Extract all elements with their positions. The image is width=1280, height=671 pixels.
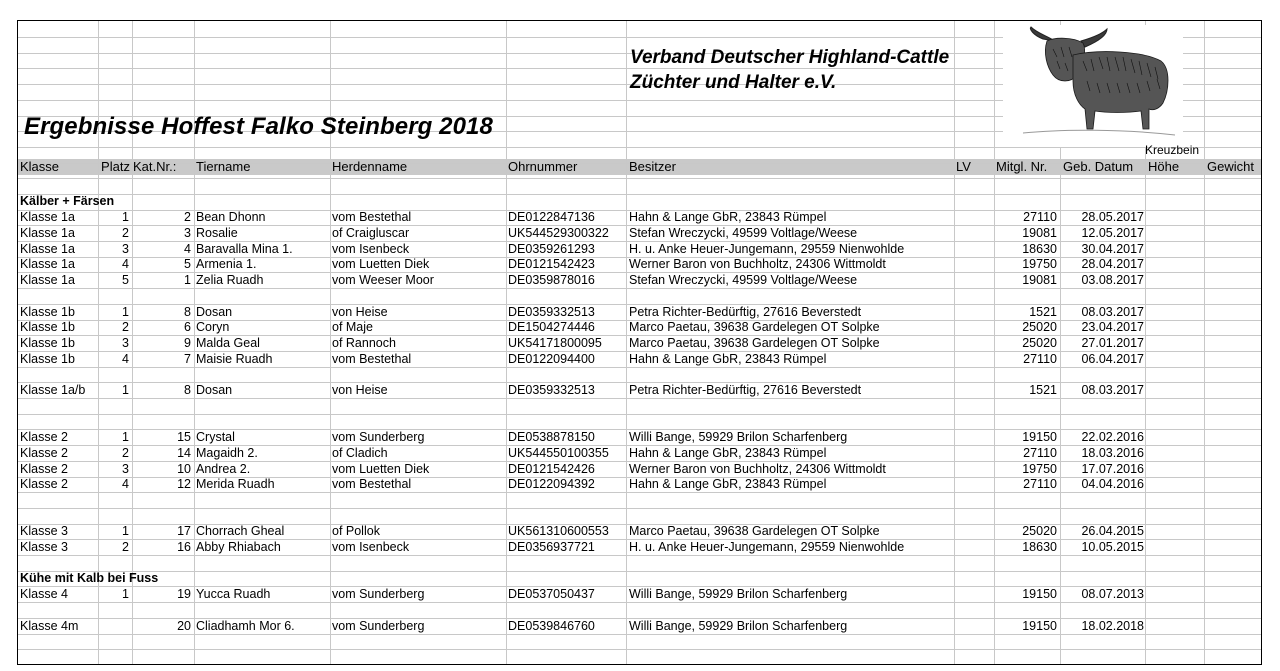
cell-lv — [956, 241, 992, 257]
cell-besitzer: Hahn & Lange GbR, 23843 Rümpel — [629, 477, 827, 491]
cell-tiername: Armenia 1. — [196, 257, 257, 271]
cell-ohrnummer: UK54171800095 — [508, 336, 602, 350]
table-row — [18, 618, 1261, 634]
cell-katnr: 14 — [177, 446, 191, 460]
cell-herdenname: vom Isenbeck — [332, 242, 410, 256]
table-row — [18, 476, 1261, 492]
cell-besitzer: Hahn & Lange GbR, 23843 Rümpel — [629, 446, 827, 460]
cell-tiername: Merida Ruadh — [196, 477, 275, 491]
grid-row-line — [18, 555, 1261, 556]
cell-klasse: Klasse 2 — [20, 430, 68, 444]
table-row — [18, 523, 1261, 539]
cell-geb: 17.07.2016 — [1081, 462, 1144, 476]
cell-katnr: 8 — [184, 383, 191, 397]
cell-mitgl: 19081 — [1022, 226, 1057, 240]
cell-ohrnummer: DE0121542423 — [508, 257, 595, 271]
cell-herdenname: vom Bestethal — [332, 210, 412, 224]
cell-klasse: Klasse 1a — [20, 257, 75, 271]
grid-row-line — [18, 414, 1261, 415]
table-row — [18, 335, 1261, 351]
col-hoehe: Höhe — [1148, 159, 1180, 174]
col-ohrnummer: Ohrnummer — [508, 159, 578, 174]
cell-tiername: Malda Geal — [196, 336, 260, 350]
grid-row-line — [18, 649, 1261, 650]
col-klasse: Klasse — [20, 159, 60, 174]
cell-klasse: Klasse 1b — [20, 305, 75, 319]
col-tiername: Tiername — [196, 159, 251, 174]
cell-platz: 1 — [122, 210, 129, 224]
cell-ohrnummer: DE0538878150 — [508, 430, 595, 444]
cell-platz: 2 — [122, 226, 129, 240]
table-row — [18, 225, 1261, 241]
cell-mitgl: 19081 — [1022, 273, 1057, 287]
cell-besitzer: Willi Bange, 59929 Brilon Scharfenberg — [629, 619, 848, 633]
cell-katnr: 2 — [184, 210, 191, 224]
cell-ohrnummer: DE0122847136 — [508, 210, 595, 224]
cell-herdenname: of Maje — [332, 320, 373, 334]
cell-mitgl: 19750 — [1022, 462, 1057, 476]
cell-katnr: 5 — [184, 257, 191, 271]
cell-geb: 22.02.2016 — [1081, 430, 1144, 444]
cell-tiername: Dosan — [196, 383, 233, 397]
cell-platz: 3 — [122, 242, 129, 256]
cell-besitzer: Marco Paetau, 39638 Gardelegen OT Solpke — [629, 336, 880, 350]
table-row — [18, 209, 1261, 225]
kreuzbein-label: Kreuzbein — [1145, 143, 1200, 157]
col-besitzer: Besitzer — [629, 159, 676, 174]
cell-lv — [956, 225, 992, 241]
column-header-row — [18, 159, 1261, 175]
table-row — [18, 351, 1261, 367]
cell-herdenname: of Cladich — [332, 446, 388, 460]
cell-mitgl: 27110 — [1023, 352, 1057, 366]
cell-lv — [956, 256, 992, 272]
cell-ohrnummer: DE0122094400 — [508, 352, 595, 366]
cell-besitzer: Stefan Wreczycki, 49599 Voltlage/Weese — [629, 226, 858, 240]
cell-platz: 3 — [122, 336, 129, 350]
cell-platz: 2 — [122, 446, 129, 460]
cell-ohrnummer: DE0539846760 — [508, 619, 595, 633]
cell-mitgl: 1521 — [1029, 383, 1057, 397]
cell-tiername: Dosan — [196, 305, 233, 319]
cell-geb: 10.05.2015 — [1081, 540, 1144, 554]
cell-lv — [956, 461, 992, 477]
cell-tiername: Zelia Ruadh — [196, 273, 264, 287]
cell-ohrnummer: DE0356937721 — [508, 540, 595, 554]
cell-geb: 18.03.2016 — [1081, 446, 1144, 460]
cell-lv — [956, 539, 992, 555]
cell-herdenname: von Heise — [332, 305, 388, 319]
cell-katnr: 4 — [184, 242, 191, 256]
cell-herdenname: vom Isenbeck — [332, 540, 410, 554]
table-row — [18, 256, 1261, 272]
cell-tiername: Maisie Ruadh — [196, 352, 273, 366]
cell-klasse: Klasse 4m — [20, 619, 79, 633]
cell-tiername: Yucca Ruadh — [196, 587, 271, 601]
cell-platz: 5 — [122, 273, 129, 287]
cell-ohrnummer: DE0359332513 — [508, 305, 595, 319]
cell-ohrnummer: DE0359332513 — [508, 383, 595, 397]
cell-geb: 28.04.2017 — [1081, 257, 1144, 271]
cell-klasse: Klasse 1a/b — [20, 383, 86, 397]
cell-mitgl: 25020 — [1022, 336, 1057, 350]
cell-herdenname: vom Bestethal — [332, 352, 412, 366]
page-title: Ergebnisse Hoffest Falko Steinberg 2018 — [24, 113, 493, 140]
section-kuehe-mit-kalb: Kühe mit Kalb bei Fuss — [20, 571, 159, 585]
cell-ohrnummer: DE0537050437 — [508, 587, 595, 601]
cell-tiername: Andrea 2. — [196, 462, 251, 476]
cell-lv — [956, 586, 992, 602]
col-gewicht: Gewicht — [1207, 159, 1254, 174]
cell-katnr: 10 — [177, 462, 191, 476]
cell-platz: 1 — [122, 430, 129, 444]
cell-katnr: 12 — [177, 477, 191, 491]
cell-mitgl: 19150 — [1022, 619, 1057, 633]
grid-row-line — [18, 634, 1261, 635]
cell-besitzer: Hahn & Lange GbR, 23843 Rümpel — [629, 210, 827, 224]
grid-row-line — [18, 288, 1261, 289]
cell-katnr: 19 — [177, 587, 191, 601]
grid-row-line — [18, 367, 1261, 368]
cell-klasse: Klasse 2 — [20, 462, 68, 476]
cell-mitgl: 19150 — [1022, 430, 1057, 444]
cell-tiername: Baravalla Mina 1. — [196, 242, 293, 256]
grid-row-line — [18, 508, 1261, 509]
cell-lv — [956, 476, 992, 492]
cell-klasse: Klasse 3 — [20, 524, 68, 538]
cell-katnr: 8 — [184, 305, 191, 319]
cell-klasse: Klasse 1a — [20, 226, 75, 240]
cell-ohrnummer: UK561310600553 — [508, 524, 609, 538]
col-lv: LV — [956, 159, 971, 174]
cell-geb: 12.05.2017 — [1081, 226, 1144, 240]
col-platz: Platz — [101, 159, 130, 174]
cell-katnr: 20 — [177, 619, 191, 633]
cell-ohrnummer: DE0121542426 — [508, 462, 595, 476]
cell-geb: 04.04.2016 — [1081, 477, 1144, 491]
cell-platz: 1 — [122, 524, 129, 538]
cell-tiername: Rosalie — [196, 226, 238, 240]
grid-row-line — [18, 602, 1261, 603]
cell-ohrnummer: DE0359878016 — [508, 273, 595, 287]
cell-herdenname: of Rannoch — [332, 336, 396, 350]
cell-ohrnummer: UK544529300322 — [508, 226, 609, 240]
table-row — [18, 319, 1261, 335]
cell-platz: 1 — [122, 305, 129, 319]
cell-besitzer: Marco Paetau, 39638 Gardelegen OT Solpke — [629, 524, 880, 538]
cell-klasse: Klasse 1a — [20, 242, 75, 256]
cell-klasse: Klasse 4 — [20, 587, 68, 601]
cell-mitgl: 25020 — [1022, 320, 1057, 334]
cell-geb: 06.04.2017 — [1081, 352, 1144, 366]
cell-besitzer: Petra Richter-Bedürftig, 27616 Beverstedt — [629, 305, 862, 319]
cell-katnr: 9 — [184, 336, 191, 350]
cell-besitzer: Stefan Wreczycki, 49599 Voltlage/Weese — [629, 273, 858, 287]
cell-besitzer: H. u. Anke Heuer-Jungemann, 29559 Nienwohlde — [629, 540, 905, 554]
table-row — [18, 272, 1261, 288]
col-geb: Geb. Datum — [1063, 159, 1134, 174]
cell-klasse: Klasse 1b — [20, 320, 75, 334]
cell-lv — [956, 304, 992, 320]
cell-lv — [956, 382, 992, 398]
cell-geb: 08.03.2017 — [1081, 305, 1144, 319]
table-row — [18, 539, 1261, 555]
cell-mitgl: 27110 — [1023, 210, 1057, 224]
cell-klasse: Klasse 2 — [20, 446, 68, 460]
cell-geb: 03.08.2017 — [1081, 273, 1144, 287]
association-name-line1: Verband Deutscher Highland-Cattle — [630, 47, 950, 68]
cell-klasse: Klasse 1b — [20, 336, 75, 350]
cell-mitgl: 18630 — [1022, 540, 1057, 554]
cell-klasse: Klasse 2 — [20, 477, 68, 491]
cell-platz: 1 — [122, 383, 129, 397]
cell-lv — [956, 351, 992, 367]
cell-tiername: Bean Dhonn — [196, 210, 266, 224]
cell-geb: 26.04.2015 — [1081, 524, 1144, 538]
cell-lv — [956, 272, 992, 288]
cell-katnr: 3 — [184, 226, 191, 240]
cell-lv — [956, 618, 992, 634]
cell-tiername: Magaidh 2. — [196, 446, 258, 460]
cell-herdenname: of Pollok — [332, 524, 380, 538]
cell-mitgl: 19750 — [1022, 257, 1057, 271]
cell-mitgl: 1521 — [1029, 305, 1057, 319]
cell-tiername: Chorrach Gheal — [196, 524, 285, 538]
grid-row-line — [18, 492, 1261, 493]
highland-cow-logo — [1003, 25, 1183, 147]
grid-row-line — [18, 178, 1261, 179]
cell-platz: 2 — [122, 540, 129, 554]
cell-tiername: Cliadhamh Mor 6. — [196, 619, 295, 633]
cell-geb: 30.04.2017 — [1081, 242, 1144, 256]
cell-platz: 4 — [122, 352, 129, 366]
cell-lv — [956, 335, 992, 351]
cell-platz — [99, 618, 129, 634]
cell-lv — [956, 209, 992, 225]
cell-herdenname: vom Sunderberg — [332, 587, 425, 601]
cell-besitzer: H. u. Anke Heuer-Jungemann, 29559 Nienwohlde — [629, 242, 905, 256]
cell-lv — [956, 445, 992, 461]
cell-mitgl: 27110 — [1023, 446, 1057, 460]
cell-besitzer: Willi Bange, 59929 Brilon Scharfenberg — [629, 430, 848, 444]
cell-klasse: Klasse 1a — [20, 273, 75, 287]
grid-row-line — [18, 398, 1261, 399]
cell-herdenname: vom Sunderberg — [332, 430, 425, 444]
spreadsheet — [17, 20, 1262, 665]
cell-besitzer: Marco Paetau, 39638 Gardelegen OT Solpke — [629, 320, 880, 334]
cell-ohrnummer: UK544550100355 — [508, 446, 609, 460]
cell-ohrnummer: DE0359261293 — [508, 242, 595, 256]
cell-katnr: 17 — [177, 524, 191, 538]
table-row — [18, 445, 1261, 461]
cell-besitzer: Petra Richter-Bedürftig, 27616 Beverstedt — [629, 383, 862, 397]
cell-platz: 2 — [122, 320, 129, 334]
cell-mitgl: 27110 — [1023, 477, 1057, 491]
cell-mitgl: 25020 — [1022, 524, 1057, 538]
cell-klasse: Klasse 1b — [20, 352, 75, 366]
cell-mitgl: 19150 — [1022, 587, 1057, 601]
cell-geb: 23.04.2017 — [1081, 320, 1144, 334]
cell-geb: 27.01.2017 — [1081, 336, 1144, 350]
grid-row-line — [18, 147, 1261, 148]
cell-herdenname: vom Weeser Moor — [332, 273, 434, 287]
col-katnr: Kat.Nr.: — [133, 159, 177, 174]
cell-geb: 08.03.2017 — [1081, 383, 1144, 397]
cell-tiername: Abby Rhiabach — [196, 540, 281, 554]
cell-herdenname: of Craigluscar — [332, 226, 410, 240]
table-row — [18, 382, 1261, 398]
cell-geb: 08.07.2013 — [1081, 587, 1144, 601]
cell-besitzer: Werner Baron von Buchholtz, 24306 Wittmoldt — [629, 462, 886, 476]
cell-katnr: 6 — [184, 320, 191, 334]
cell-katnr: 7 — [184, 352, 191, 366]
table-row — [18, 461, 1261, 477]
table-row — [18, 429, 1261, 445]
cell-besitzer: Willi Bange, 59929 Brilon Scharfenberg — [629, 587, 848, 601]
section-row — [18, 193, 1261, 209]
cell-geb: 18.02.2018 — [1081, 619, 1144, 633]
cell-herdenname: vom Luetten Diek — [332, 462, 430, 476]
cell-geb: 28.05.2017 — [1081, 210, 1144, 224]
cell-katnr: 15 — [177, 430, 191, 444]
cell-platz: 4 — [122, 257, 129, 271]
table-row — [18, 304, 1261, 320]
cell-platz: 4 — [122, 477, 129, 491]
cell-herdenname: vom Luetten Diek — [332, 257, 430, 271]
cell-tiername: Coryn — [196, 320, 230, 334]
cell-lv — [956, 429, 992, 445]
cell-herdenname: von Heise — [332, 383, 388, 397]
cell-herdenname: vom Sunderberg — [332, 619, 425, 633]
association-name-line2: Züchter und Halter e.V. — [630, 72, 837, 93]
cell-besitzer: Werner Baron von Buchholtz, 24306 Wittmoldt — [629, 257, 886, 271]
cell-platz: 1 — [122, 587, 129, 601]
section-kaelber-faersen: Kälber + Färsen — [20, 194, 115, 208]
table-row — [18, 586, 1261, 602]
cell-ohrnummer: DE1504274446 — [508, 320, 595, 334]
col-herdenname: Herdenname — [332, 159, 408, 174]
cell-herdenname: vom Bestethal — [332, 477, 412, 491]
cell-tiername: Crystal — [196, 430, 235, 444]
cell-katnr: 1 — [184, 273, 191, 287]
table-row — [18, 241, 1261, 257]
cell-ohrnummer: DE0122094392 — [508, 477, 595, 491]
section-row — [18, 570, 1261, 586]
cell-lv — [956, 523, 992, 539]
col-mitgl: Mitgl. Nr. — [996, 159, 1048, 174]
cell-platz: 3 — [122, 462, 129, 476]
cell-besitzer: Hahn & Lange GbR, 23843 Rümpel — [629, 352, 827, 366]
cell-katnr: 16 — [177, 540, 191, 554]
cell-lv — [956, 319, 992, 335]
cell-klasse: Klasse 3 — [20, 540, 68, 554]
cell-klasse: Klasse 1a — [20, 210, 75, 224]
cell-mitgl: 18630 — [1022, 242, 1057, 256]
